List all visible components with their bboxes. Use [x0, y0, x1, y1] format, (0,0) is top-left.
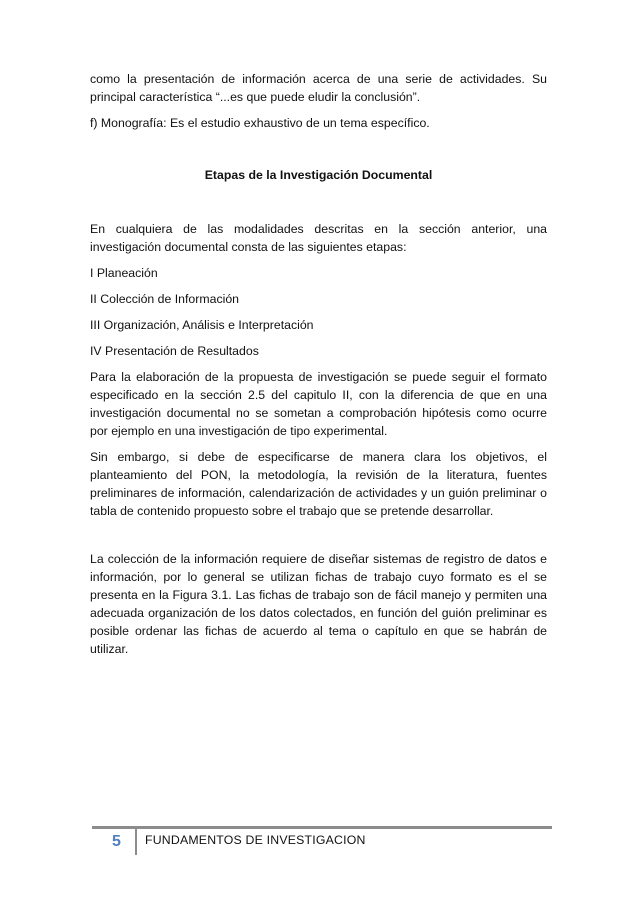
footer-separator [135, 829, 137, 855]
document-body [90, 70, 547, 658]
section-heading: Etapas de la Investigación Documental [204, 168, 433, 182]
paragraph-intro: como la presentación de información acerca de una serie de actividades. Su principal característica “...es que puede eludir la conclusión”. [90, 72, 547, 104]
paragraph-sin-embargo: Sin embargo, si debe de especificarse de manera clara los objetivos, el planteamiento del PON, la metodología, la revisión de la literatura, fuentes preliminares de información, calendarización de actividades y un guión preliminar o tabla de contenido propuesto sobre el trabajo que se pretende desarrollar. [90, 450, 547, 518]
footer-row [92, 829, 552, 855]
page-footer [92, 826, 552, 855]
paragraph-coleccion: La colección de la información requiere de diseñar sistemas de registro de datos e información, por lo general se utilizan fichas de trabajo cuyo formato es el se presenta en la Figura 3.1. Las fichas de trabajo son de fácil manejo y permiten una adecuada organización de los datos colectados, en función del guión preliminar es posible ordenar las fichas de acuerdo al tema o capítulo en que se habrán de utilizar. [90, 552, 547, 656]
page-number: 5 [112, 833, 121, 850]
stage-item-2: II Colección de Información [90, 292, 240, 306]
paragraph-propuesta: Para la elaboración de la propuesta de investigación se puede seguir el formato especificado en la sección 2.5 del capitulo II, con la diferencia de que en una investigación documental no se sometan a comprobación hipótesis como ocurre por ejemplo en una investigación de tipo experimental. [90, 370, 547, 438]
stage-item-4: IV Presentación de Resultados [90, 344, 259, 358]
paragraph-monografia: f) Monografía: Es el estudio exhaustivo de un tema específico. [90, 116, 430, 130]
footer-title: FUNDAMENTOS DE INVESTIGACION [145, 833, 366, 847]
paragraph-stages-intro: En cualquiera de las modalidades descritas en la sección anterior, una investigación documental consta de las siguientes etapas: [90, 222, 547, 254]
stage-item-3: III Organización, Análisis e Interpretación [90, 318, 314, 332]
stage-item-1: I Planeación [90, 266, 158, 280]
